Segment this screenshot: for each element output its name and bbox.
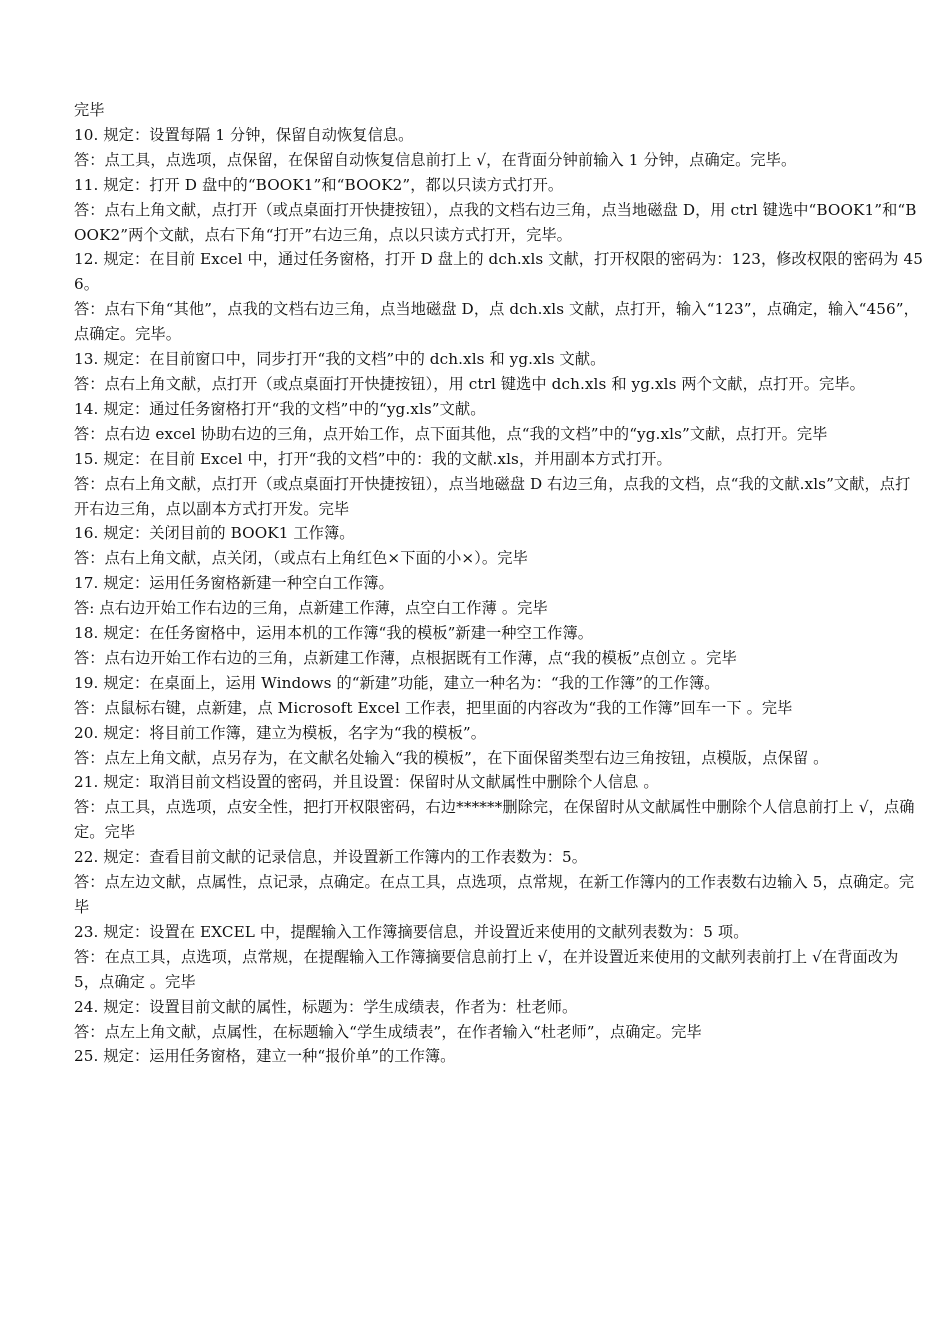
answer-20: 答：点左上角文献，点另存为，在文献名处输入“我的模板”，在下面保留类型右边三角按钮，点模版，点保留 。 [74, 748, 829, 767]
answer-16: 答：点右上角文献，点关闭，（或点右上角红色×下面的小×）。完毕 [74, 549, 528, 568]
question-19: 19. 规定：在桌面上，运用 Windows 的“新建”功能，建立一种名为：“我的工作簿”的工作簿。 [74, 673, 720, 692]
answer-14: 答：点右边 excel 协助右边的三角，点开始工作，点下面其他，点“我的文档”中的“yg.xls”文献，点打开。完毕 [74, 424, 828, 443]
answer-10: 答：点工具，点选项，点保留，在保留自动恢复信息前打上 √，在背面分钟前输入 1 分钟，点确定。完毕。 [74, 150, 797, 169]
answer-21: 答：点工具，点选项，点安全性，把打开权限密码，右边******删除完，在保留时从文献属性中删除个人信息前打上 √，点确定。完毕 [74, 798, 915, 842]
text-line: 完毕 [74, 101, 105, 119]
question-12: 12. 规定：在目前 Excel 中，通过任务窗格，打开 D 盘上的 dch.xls 文献，打开权限的密码为：123，修改权限的密码为 456。 [74, 250, 924, 294]
answer-23: 答：在点工具，点选项，点常规，在提醒输入工作簿摘要信息前打上 √，在并设置近来使用的文献列表前打上 √在背面改为 5，点确定 。完毕 [74, 947, 899, 991]
question-15: 15. 规定：在目前 Excel 中，打开“我的文档”中的：我的文献.xls，并用副本方式打开。 [74, 449, 672, 468]
question-10: 10. 规定：设置每隔 1 分钟，保留自动恢复信息。 [74, 125, 414, 144]
answer-24: 答：点左上角文献，点属性，在标题输入“学生成绩表”，在作者输入“杜老师”，点确定。完毕 [74, 1022, 702, 1041]
answer-22: 答：点左边文献，点属性，点记录，点确定。在点工具，点选项，点常规，在新工作簿内的工作表数右边输入 5，点确定。完毕 [74, 873, 915, 916]
answer-19: 答：点鼠标右键，点新建，点 Microsoft Excel 工作表，把里面的内容改为“我的工作簿”回车一下 。完毕 [74, 698, 793, 717]
answer-12: 答：点右下角“其他”，点我的文档右边三角，点当地磁盘 D，点 dch.xls 文献，点打开，输入“123”，点确定，输入“456”，点确定。完毕。 [74, 300, 919, 344]
question-24: 24. 规定：设置目前文献的属性，标题为：学生成绩表，作者为：杜老师。 [74, 997, 578, 1016]
document-body [74, 98, 924, 1069]
question-16: 16. 规定：关闭目前的 BOOK1 工作簿。 [74, 524, 355, 543]
question-25: 25. 规定：运用任务窗格，建立一种“报价单”的工作簿。 [74, 1047, 456, 1066]
question-20: 20. 规定：将目前工作簿，建立为模板，名字为“我的模板”。 [74, 723, 487, 742]
answer-18: 答：点右边开始工作右边的三角，点新建工作薄，点根据既有工作薄，点“我的模板”点创立 。完毕 [74, 648, 737, 667]
question-13: 13. 规定：在目前窗口中，同步打开“我的文档”中的 dch.xls 和 yg.xls 文献。 [74, 350, 606, 369]
question-21: 21. 规定：取消目前文档设置的密码，并且设置：保留时从文献属性中删除个人信息 。 [74, 773, 659, 792]
question-17: 17. 规定：运用任务窗格新建一种空白工作簿。 [74, 574, 394, 593]
question-18: 18. 规定：在任务窗格中，运用本机的工作簿“我的模板”新建一种空工作簿。 [74, 624, 594, 643]
answer-17: 答: 点右边开始工作右边的三角，点新建工作薄，点空白工作薄 。完毕 [74, 599, 548, 618]
answer-13: 答：点右上角文献，点打开（或点桌面打开快捷按钮），用 ctrl 键选中 dch.xls 和 yg.xls 两个文献，点打开。完毕。 [74, 374, 865, 393]
question-11: 11. 规定：打开 D 盘中的“BOOK1”和“BOOK2”，都以只读方式打开。 [74, 175, 564, 194]
question-22: 22. 规定：查看目前文献的记录信息，并设置新工作簿内的工作表数为：5。 [74, 848, 588, 867]
question-14: 14. 规定：通过任务窗格打开“我的文档”中的“yg.xls”文献。 [74, 399, 486, 418]
answer-15: 答：点右上角文献，点打开（或点桌面打开快捷按钮），点当地磁盘 D 右边三角，点我的文档，点“我的文献.xls”文献，点打开右边三角，点以副本方式打开发。完毕 [74, 474, 911, 518]
answer-11: 答：点右上角文献，点打开（或点桌面打开快捷按钮），点我的文档右边三角，点当地磁盘 D，用 ctrl 键选中“BOOK1”和“BOOK2”两个文献，点右下角“打开”右边三角，点以只读方式打开，完毕。 [74, 200, 917, 244]
question-23: 23. 规定：设置在 EXCEL 中，提醒输入工作簿摘要信息，并设置近来使用的文献列表数为：5 项。 [74, 922, 749, 941]
